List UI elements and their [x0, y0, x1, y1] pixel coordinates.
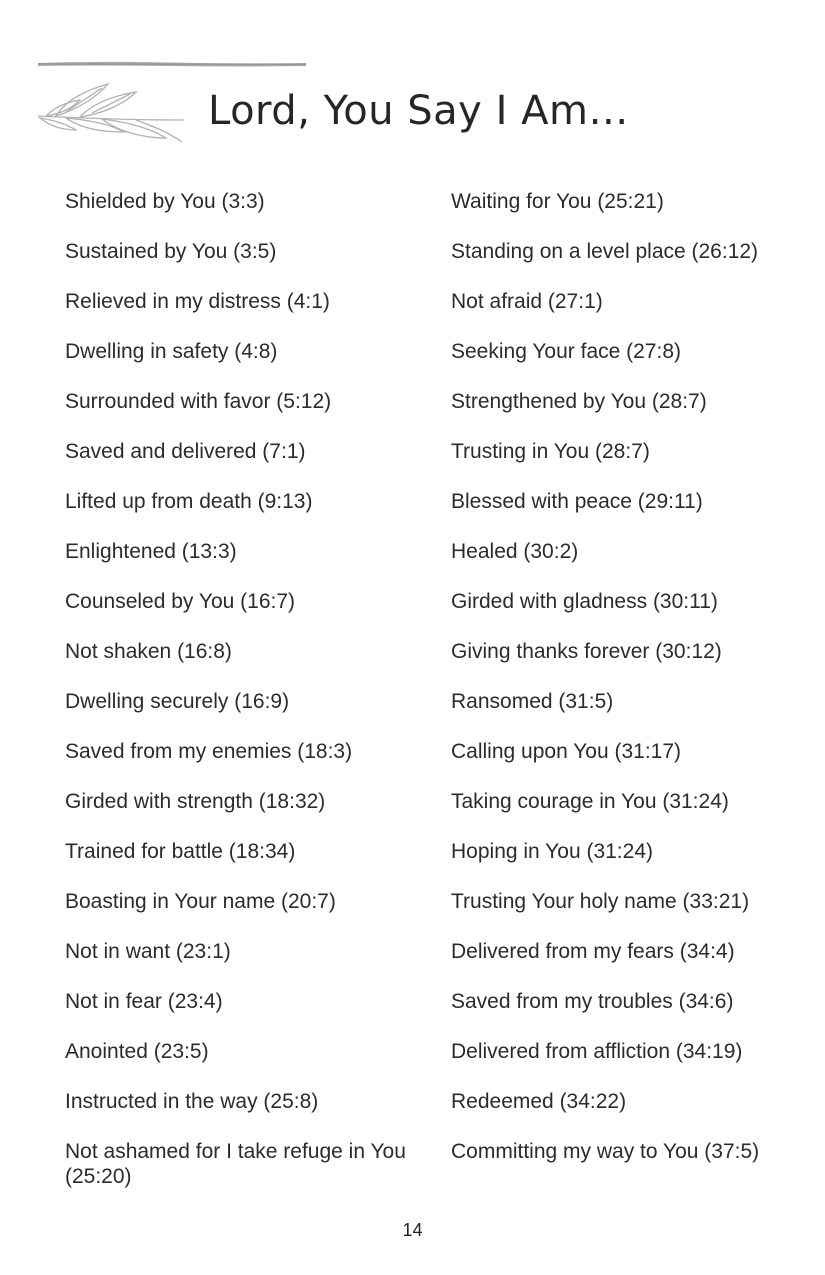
- list-item: Not afraid (27:1): [451, 290, 603, 313]
- list-item: Blessed with peace (29:11): [451, 490, 703, 513]
- list-item: Not in fear (23:4): [65, 990, 223, 1013]
- leaf-branch-icon: [36, 72, 186, 144]
- list-item: Dwelling securely (16:9): [65, 690, 290, 713]
- list-item: Lifted up from death (9:13): [65, 490, 313, 513]
- list-item: Dwelling in safety (4:8): [65, 340, 278, 363]
- list-item: Boasting in Your name (20:7): [65, 890, 336, 913]
- list-item: Ransomed (31:5): [451, 690, 614, 713]
- list-item: Not ashamed for I take refuge in You (25:20): [65, 1140, 406, 1188]
- list-item: Giving thanks forever (30:12): [451, 640, 722, 663]
- list-item: Healed (30:2): [451, 540, 579, 563]
- list-item: Enlightened (13:3): [65, 540, 237, 563]
- list-item: Trusting in You (28:7): [451, 440, 650, 463]
- list-item: Surrounded with favor (5:12): [65, 390, 332, 413]
- list-item: Not in want (23:1): [65, 940, 231, 963]
- list-item: Girded with gladness (30:11): [451, 590, 718, 613]
- list-item: Saved from my troubles (34:6): [451, 990, 734, 1013]
- list-item: Trusting Your holy name (33:21): [451, 890, 750, 913]
- list-item: Relieved in my distress (4:1): [65, 290, 330, 313]
- list-item: Not shaken (16:8): [65, 640, 232, 663]
- list-item: Anointed (23:5): [65, 1040, 209, 1063]
- list-item: Instructed in the way (25:8): [65, 1090, 319, 1113]
- list-item: Counseled by You (16:7): [65, 590, 296, 613]
- list-item: Redeemed (34:22): [451, 1090, 627, 1113]
- list-item: Hoping in You (31:24): [451, 840, 653, 863]
- page-title: Lord, You Say I Am…: [208, 88, 629, 134]
- list-item: Saved from my enemies (18:3): [65, 740, 353, 763]
- list-item: Saved and delivered (7:1): [65, 440, 306, 463]
- list-item: Waiting for You (25:21): [451, 190, 664, 213]
- list-item: Sustained by You (3:5): [65, 240, 277, 263]
- list-item: Shielded by You (3:3): [65, 190, 265, 213]
- list-item: Seeking Your face (27:8): [451, 340, 681, 363]
- list-item: Calling upon You (31:17): [451, 740, 682, 763]
- list-item: Taking courage in You (31:24): [451, 790, 729, 813]
- header-brush-bar: [38, 60, 306, 68]
- left-column-list: [65, 188, 420, 1188]
- list-item: Strengthened by You (28:7): [451, 390, 707, 413]
- list-item: Delivered from affliction (34:19): [451, 1040, 743, 1063]
- list-item: Girded with strength (18:32): [65, 790, 326, 813]
- list-item: Delivered from my fears (34:4): [451, 940, 735, 963]
- list-item: Committing my way to You (37:5): [451, 1140, 760, 1163]
- right-column-list: [451, 188, 791, 1188]
- page-number: 14: [402, 1220, 423, 1240]
- list-item: Standing on a level place (26:12): [451, 240, 759, 263]
- list-item: Trained for battle (18:34): [65, 840, 296, 863]
